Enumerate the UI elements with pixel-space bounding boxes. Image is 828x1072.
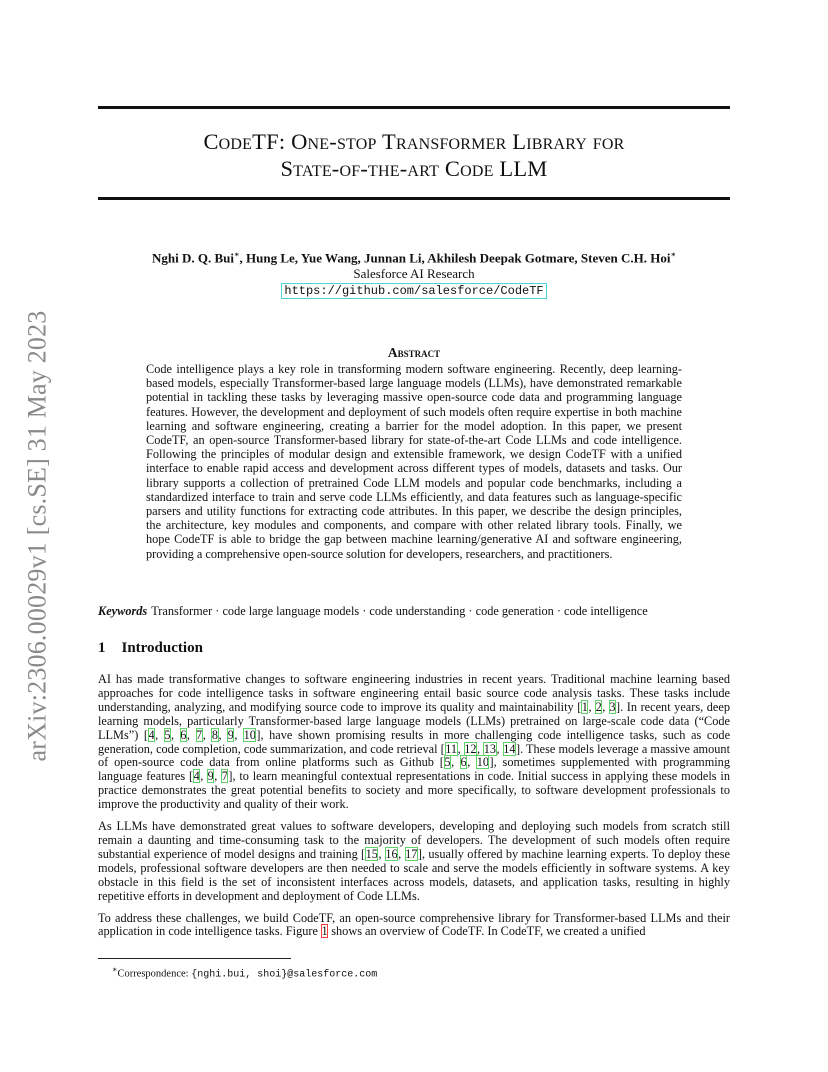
citation-link[interactable]: 6 (460, 755, 467, 770)
footnote-label: Correspondence: (117, 968, 192, 980)
p1-text-b: ]. In recent years, deep learning models, particularly Transformer-based large language models (LLMs) pretrained on large-scale code data (“Code LLMs”) [ (98, 699, 730, 742)
citation-link[interactable]: 16 (385, 846, 398, 861)
citation-link[interactable]: 17 (405, 846, 418, 861)
citation-link[interactable]: 9 (207, 769, 214, 784)
title-top-rule (98, 106, 730, 109)
p1-text-c: ], have shown promising results in more challenging code intelligence tasks, such as code generation, code completion, code summarization, and code retrieval [ (98, 727, 731, 756)
citation-link[interactable]: 4 (193, 769, 200, 784)
citation-link[interactable]: 9 (227, 727, 234, 742)
arxiv-id-text: arXiv:2306.00029v1 [cs.SE] 31 May 2023 (22, 310, 51, 762)
citation-link[interactable]: 11 (445, 741, 458, 756)
p1-text-a: AI has made transformative changes to software engineering industries in recent years. Traditional machine learning based approaches for code intelligence tasks in software engineering entail basic source code analysis tasks. These tasks include understanding, analyzing, and modifying source code to improve its quality and maintainability [ (98, 672, 730, 714)
citation-link[interactable]: 14 (503, 741, 516, 756)
citation-link[interactable]: 10 (476, 755, 489, 770)
author-first: Nghi D. Q. Bui (152, 250, 235, 266)
keywords-label: Keywords (98, 604, 148, 618)
introduction-body (98, 673, 730, 947)
citation-link[interactable]: 3 (609, 699, 616, 714)
abstract-heading: Abstract (387, 345, 441, 360)
citation-link[interactable]: 7 (196, 727, 203, 742)
citation-link[interactable]: 10 (243, 727, 256, 742)
citation-link[interactable]: 5 (444, 755, 451, 770)
title-line-1: CodeTF: One-stop Transformer Library for (203, 129, 625, 154)
affiliation: Salesforce AI Research (353, 266, 475, 282)
citation-link[interactable]: 7 (221, 769, 228, 784)
author-rest: , Hung Le, Yue Wang, Junnan Li, Akhilesh Deepak Gotmare, Steven C.H. Hoi (239, 250, 671, 266)
citation-link[interactable]: 4 (148, 727, 155, 742)
p1-citations-5: 4, 9, 7 (193, 769, 228, 784)
footnote (112, 963, 377, 982)
p1-text-d: ]. These models leverage a massive amount of open-source code data from online platforms such as Github [ (98, 741, 730, 770)
p2-text-b: ], usually offered by machine learning experts. To deploy these models, professional software developers are then needed to scale and serve the models efficiently in software systems. A key obstacle in this field is the set of inconsistent interfaces across models, datasets, and application tasks, resulting in highly repetitive efforts in development and deployment of Code LLMs. (98, 846, 730, 903)
citation-link[interactable]: 2 (595, 699, 602, 714)
section-number: 1 (98, 640, 106, 656)
author-star-1: ∗ (234, 250, 240, 259)
title-bottom-rule (98, 197, 730, 200)
figure-1-reference[interactable]: 1 (321, 924, 328, 939)
citation-link[interactable]: 1 (581, 699, 588, 714)
paragraph-2 (98, 820, 730, 903)
citation-link[interactable]: 5 (164, 727, 171, 742)
section-title: Introduction (121, 640, 203, 656)
p1-citations-1: 1, 2, 3 (581, 699, 616, 714)
footnote-mark: ∗ (112, 965, 118, 974)
p2-text-a: As LLMs have demonstrated great values to software developers, developing and deploying such models from scratch still remain a daunting and time-consuming task to the majority of developers. The development of such models often require substantial experience of model designs and training [ (98, 819, 730, 861)
p3-text-b: shows an overview of CodeTF. In CodeTF, we created a unified (328, 924, 646, 939)
p1-citations-3: 11, 12, 13, 14 (445, 741, 516, 756)
author-names (98, 247, 730, 266)
p1-text-f: ], to learn meaningful contextual representations in code. Initial success in applying these models in practice demonstrates the great potential benefits to society and more specifically, to software development professionals to improve the productivity and quality of their work. (98, 769, 730, 812)
title-line-2: State-of-the-art Code LLM (280, 156, 548, 181)
p2-citations-1: 15, 16, 17 (365, 846, 418, 861)
citation-link[interactable]: 15 (365, 846, 378, 861)
footnote-email: {nghi.bui, shoi}@salesforce.com (191, 969, 378, 981)
footnote-rule (98, 958, 291, 959)
p3-text-a: To address these challenges, we build CodeTF, an open-source comprehensive library for Transformer-based LLMs and their application in code intelligence tasks. Figure (98, 910, 730, 939)
citation-link[interactable]: 8 (211, 727, 219, 742)
p1-text-e: ], sometimes supplemented with programming language features [ (98, 755, 730, 784)
citation-link[interactable]: 12 (464, 741, 477, 756)
keywords-text: Transformer · code large language models · code understanding · code generation · code intelligence (151, 604, 648, 618)
citation-link[interactable]: 6 (180, 727, 187, 742)
keywords-line (98, 604, 730, 619)
citation-link[interactable]: 13 (483, 741, 497, 756)
arxiv-identifier (22, 0, 51, 1072)
author-star-2: ∗ (670, 250, 676, 259)
paragraph-1 (98, 673, 730, 812)
paragraph-3 (98, 912, 730, 940)
p1-citations-2: 4, 5, 6, 7, 8, 9, 10 (148, 727, 256, 742)
paper-title (98, 128, 730, 182)
p1-citations-4: 5, 6, 10 (444, 755, 489, 770)
section-heading-introduction (98, 640, 203, 657)
github-link[interactable]: https://github.com/salesforce/CodeTF (281, 283, 546, 299)
abstract-text: Code intelligence plays a key role in transforming modern software engineering. Recently, deep learning-based models, especially Transformer-based large language models (LLMs), have demonstrated remarkable potential in tackling these tasks by leveraging massive open-source code data and programming language features. However, the development and deployment of such models often require expertise in both machine learning and software engineering, creating a barrier for the model adoption. In this paper, we present CodeTF, an open-source Transformer-based library for state-of-the-art Code LLMs and code intelligence. Following the principles of modular design and extensible framework, we design CodeTF with a unified interface to enable rapid access and development across different types of models, datasets and tasks. Our library supports a collection of pretrained Code LLM models and popular code benchmarks, including a standardized interface to train and serve code LLMs efficiently, and data features such as language-specific parsers and utility functions for extracting code attributes. In this paper, we describe the design principles, the architecture, key modules and components, and compare with other related library tools. Finally, we hope CodeTF is able to bridge the gap between machine learning/generative AI and software engineering, providing a comprehensive open-source solution for developers, researchers, and practitioners. (146, 362, 682, 561)
author-block (98, 247, 730, 299)
